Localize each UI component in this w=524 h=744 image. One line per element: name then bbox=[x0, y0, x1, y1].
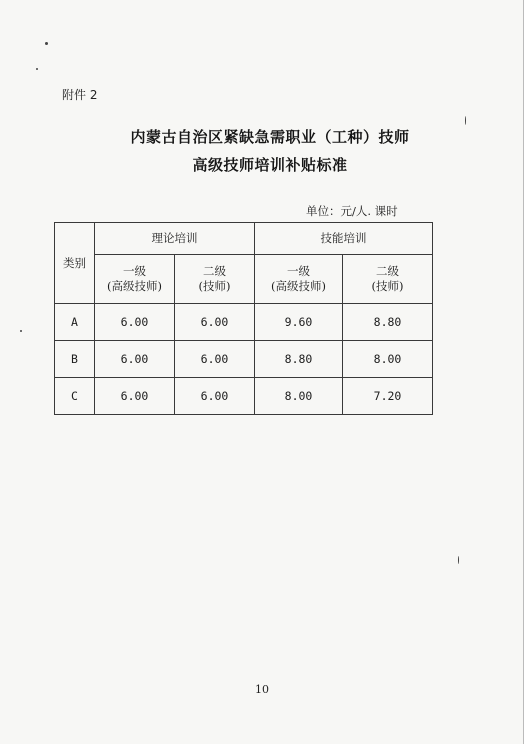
level-label: 一级 bbox=[287, 264, 310, 278]
theory-level1-cell: 6.00 bbox=[95, 304, 175, 341]
skill-level2-cell: 8.00 bbox=[343, 341, 433, 378]
table-row bbox=[55, 341, 433, 378]
document-title-line1: 内蒙古自治区紧缺急需职业（工种）技师 bbox=[130, 128, 410, 146]
subsidy-table bbox=[54, 222, 433, 415]
theory-training-header: 理论培训 bbox=[95, 223, 255, 255]
table-row bbox=[55, 378, 433, 415]
theory-level1-header bbox=[95, 255, 175, 304]
level-sublabel: (高级技师) bbox=[271, 279, 326, 293]
skill-level1-cell: 8.00 bbox=[255, 378, 343, 415]
level-label: 二级 bbox=[203, 264, 226, 278]
level-sublabel: (技师) bbox=[198, 279, 231, 293]
table-row bbox=[55, 304, 433, 341]
theory-level1-cell: 6.00 bbox=[95, 378, 175, 415]
theory-level2-cell: 6.00 bbox=[175, 378, 255, 415]
scan-speck bbox=[465, 116, 466, 125]
skill-level1-cell: 8.80 bbox=[255, 341, 343, 378]
scan-speck bbox=[458, 556, 459, 564]
page-number: 10 bbox=[255, 683, 269, 696]
skill-level1-header bbox=[255, 255, 343, 304]
skill-level2-cell: 8.80 bbox=[343, 304, 433, 341]
theory-level2-cell: 6.00 bbox=[175, 341, 255, 378]
category-cell: B bbox=[55, 341, 95, 378]
category-cell: A bbox=[55, 304, 95, 341]
level-sublabel: (技师) bbox=[371, 279, 404, 293]
scan-speck bbox=[45, 42, 48, 45]
skill-level2-cell: 7.20 bbox=[343, 378, 433, 415]
skill-level2-header bbox=[343, 255, 433, 304]
document-title-line2: 高级技师培训补贴标准 bbox=[192, 156, 348, 174]
theory-level2-header bbox=[175, 255, 255, 304]
scan-speck bbox=[36, 68, 38, 70]
category-header: 类别 bbox=[55, 223, 95, 304]
table-header-row bbox=[55, 223, 433, 255]
unit-note: 单位：元/人. 课时 bbox=[306, 204, 398, 218]
category-cell: C bbox=[55, 378, 95, 415]
theory-level1-cell: 6.00 bbox=[95, 341, 175, 378]
skill-training-header: 技能培训 bbox=[255, 223, 433, 255]
skill-level1-cell: 9.60 bbox=[255, 304, 343, 341]
level-label: 一级 bbox=[123, 264, 146, 278]
level-sublabel: (高级技师) bbox=[107, 279, 162, 293]
scan-speck bbox=[20, 330, 22, 332]
theory-level2-cell: 6.00 bbox=[175, 304, 255, 341]
level-label: 二级 bbox=[376, 264, 399, 278]
attachment-label: 附件 2 bbox=[62, 88, 98, 102]
table-subheader-row bbox=[55, 255, 433, 304]
